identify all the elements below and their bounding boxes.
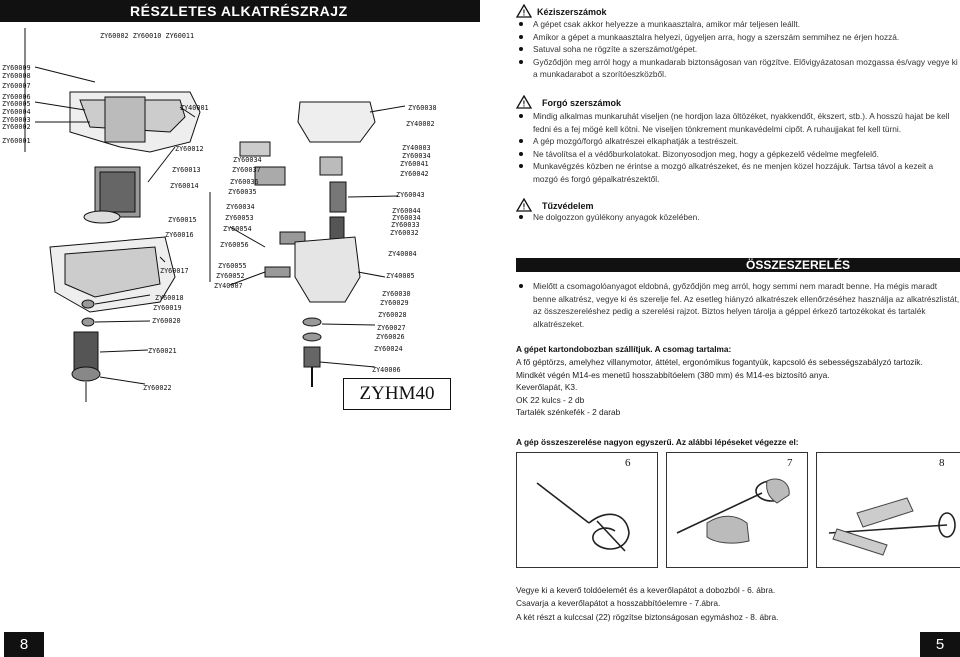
figure-6 — [516, 452, 658, 568]
tightening-with-key-drawing — [817, 453, 960, 567]
part-label: ZY60016 — [165, 231, 194, 239]
part-label: ZY40006 — [372, 366, 401, 374]
part-label: ZY60007 — [2, 82, 31, 90]
box-contents-heading: A gépet kartondobozban szállítjuk. A csomag tartalma: — [516, 344, 732, 354]
part-label: ZY60013 — [172, 166, 201, 174]
page-number-left: 8 — [4, 632, 44, 657]
part-label: ZY60044 — [392, 207, 421, 215]
gear-head — [105, 97, 145, 142]
fire-list — [516, 211, 960, 224]
part-label: ZY60004 — [2, 108, 31, 116]
figure-number: 6 — [625, 457, 631, 469]
exploded-parts-diagram — [0, 22, 480, 622]
figure-number: 7 — [787, 457, 793, 469]
part-label: ZY60052 — [216, 272, 245, 280]
rotating-tools-heading: Forgó szerszámok — [542, 98, 622, 108]
part-label: ZY60034 — [402, 152, 431, 160]
part-label: ZY60032 — [390, 229, 419, 237]
part-label: ZY60019 — [153, 304, 182, 312]
warning-icon — [516, 4, 532, 18]
figure-7 — [666, 452, 808, 568]
box-line: Mindkét végén M14-es menetű hosszabbítóelem (380 mm) és M14-es biztosító anya. — [516, 369, 830, 380]
part-label: ZY40001 — [180, 104, 209, 112]
part-label: ZY60003 — [2, 116, 31, 124]
figure-number: 8 — [939, 457, 945, 469]
part-label: ZY60015 — [168, 216, 197, 224]
warning-icon — [516, 95, 532, 109]
spindle-housing — [295, 237, 360, 302]
warning-icon — [516, 198, 532, 212]
assembly-steps — [516, 584, 960, 624]
part-label: ZY60056 — [220, 241, 249, 249]
list-item: Munkavégzés közben ne érintse a mozgó alkatrészeket, és ne menjen közel hozzájuk. Tartsa távol a kezeit a mozgó és forgó gépalkatrészektől. — [516, 160, 960, 185]
part-label: ZY40003 — [402, 144, 431, 152]
svg-text:!: ! — [522, 8, 526, 18]
part-label: ZY60042 — [400, 170, 429, 178]
part-label: ZY60028 — [378, 311, 407, 319]
assembly-list — [516, 280, 960, 330]
list-item: Satuval soha ne rögzíte a szerszámot/gépet. — [516, 43, 960, 56]
part-label: ZY60029 — [380, 299, 409, 307]
easy-assembly-heading: A gép összeszerelése nagyon egyszerű. Az alábbi lépéseket végezze el: — [516, 437, 799, 447]
part-label: ZY60001 — [2, 137, 31, 145]
page-number-right: 5 — [920, 632, 960, 657]
part-label: ZY60034 — [392, 214, 421, 222]
part-label: ZY40004 — [388, 250, 417, 258]
list-item: Mielőtt a csomagolóanyagot eldobná, győződjön meg arról, hogy semmi nem maradt benne. Ha mégis maradt benne alkatrész, vegye ki és szerelje fel. Az esetleg hiányzó alkatrészek ellenőrzéséhez használja az alkatrészlistát, az összeszereléshez pedig a szerelési rajzot. Biztos helyen tárolja a géppel érkező tartozékokat és tartalék alkatrészeket. — [516, 280, 960, 330]
part-label: ZY60012 — [175, 145, 204, 153]
part-label: ZY40005 — [386, 272, 415, 280]
gearbox-housing — [298, 102, 375, 142]
part-label: ZY60018 — [155, 294, 184, 302]
box-line: OK 22 kulcs - 2 db — [516, 394, 585, 405]
part-label: ZY60033 — [391, 221, 420, 229]
part-label: ZY40002 — [406, 120, 435, 128]
part-label: ZY60043 — [396, 191, 425, 199]
part-label: ZY60006 — [2, 93, 31, 101]
fan — [72, 367, 100, 381]
part-label: ZY60022 — [143, 384, 172, 392]
bearing — [82, 300, 94, 308]
armature — [74, 332, 98, 372]
part-label: ZY60037 — [232, 166, 261, 174]
part-label: ZY60030 — [382, 290, 411, 298]
part-label: ZY60002 — [2, 123, 31, 131]
part-label: ZY60035 — [228, 188, 257, 196]
part-label: ZY60009 — [2, 64, 31, 72]
svg-text:!: ! — [522, 202, 526, 212]
part-label: ZY60014 — [170, 182, 199, 190]
part-label: ZY60024 — [374, 345, 403, 353]
hand-tools-list — [516, 18, 960, 81]
spindle-gear — [330, 182, 346, 212]
box-line: Tartalék szénkefék - 2 darab — [516, 407, 621, 418]
part-label: ZY60002 ZY60010 ZY60011 — [100, 32, 195, 40]
part-label: ZY60008 — [2, 72, 31, 80]
part-label: ZY60017 — [160, 267, 189, 275]
part-label: ZY60054 — [223, 225, 252, 233]
list-item: Mindig alkalmas munkaruhát viseljen (ne hordjon laza öltözéket, nyakkendőt, ékszert, stb.). A hosszú hajat be kell fedni és a fej mögé kell kötni. Ne viseljen tönkrement munkavédelmi cipőt. A ruhaujjakat fel kell türni. — [516, 110, 960, 135]
figure-8 — [816, 452, 960, 568]
list-item: Amikor a gépet a munkaasztalra helyezi, ügyeljen arra, hogy a szerszám semmihez ne érjen hozzá. — [516, 31, 960, 44]
mixer-paddle-drawing — [517, 453, 657, 567]
model-label: ZYHM40 — [343, 378, 451, 410]
hand-tools-heading: Kéziszerszámok — [537, 7, 607, 17]
part-label: ZY60053 — [225, 214, 254, 222]
part-label: ZY60027 — [377, 324, 406, 332]
part-label: ZY60020 — [152, 317, 181, 325]
part-label: ZY60026 — [376, 333, 405, 341]
gear-cover — [240, 142, 270, 156]
part-label: ZY60055 — [218, 262, 247, 270]
output-spindle — [304, 347, 320, 367]
list-item: A gép mozgó/forgó alkatrészei elkaphatják a testrészeit. — [516, 135, 960, 148]
list-item: Győződjön meg arról hogy a munkadarab biztonságosan van rögzítve. Elővigyázatosan mozgassa és/vagy vegye ki a munkadarabot a szorítóeszközből. — [516, 56, 960, 81]
list-item: Ne távolítsa el a védőburkolatokat. Bizonyosodjon meg, hogy a gépkezelő védelme megfelelő. — [516, 148, 960, 161]
rotating-tools-list — [516, 110, 960, 186]
fire-heading: Tűzvédelem — [542, 201, 594, 211]
step-line: Csavarja a keverőlapátot a hosszabbítóelemre - 7.ábra. — [516, 598, 721, 609]
attaching-paddle-drawing — [667, 453, 807, 567]
svg-text:!: ! — [522, 99, 526, 109]
part-label: ZY60041 — [400, 160, 429, 168]
page-title: RÉSZLETES ALKATRÉSZRAJZ — [0, 0, 480, 22]
flange-plate — [84, 211, 120, 223]
part-label: ZY60036 — [230, 178, 259, 186]
box-line: A fő géptörzs, amelyhez villanymotor, áttétel, ergonómikus fogantyúk, kapcsoló és sebességszabályzó tartozik. — [516, 357, 923, 367]
part-label: ZY60021 — [148, 347, 177, 355]
box-contents — [516, 356, 960, 419]
part-label: ZY60038 — [408, 104, 437, 112]
part-label: ZY60034 — [233, 156, 262, 164]
assembly-heading: ÖSSZESZERELÉS — [516, 258, 960, 272]
step-line: Vegye ki a keverő toldóelemét és a keverőlapátot a dobozból - 6. ábra. — [516, 585, 776, 595]
step-line: A két részt a kulccsal (22) rögzítse biztonságosan egymáshoz - 8. ábra. — [516, 611, 779, 622]
part-label: ZY60005 — [2, 100, 31, 108]
part-label: ZY60034 — [226, 203, 255, 211]
list-item: A gépet csak akkor helyezze a munkaasztalra, amikor már teljesen leállt. — [516, 18, 960, 31]
list-item: Ne dolgozzon gyúlékony anyagok közelében. — [516, 211, 960, 224]
part-label: ZY40007 — [214, 282, 243, 290]
box-line: Keverőlapát, K3. — [516, 382, 578, 393]
